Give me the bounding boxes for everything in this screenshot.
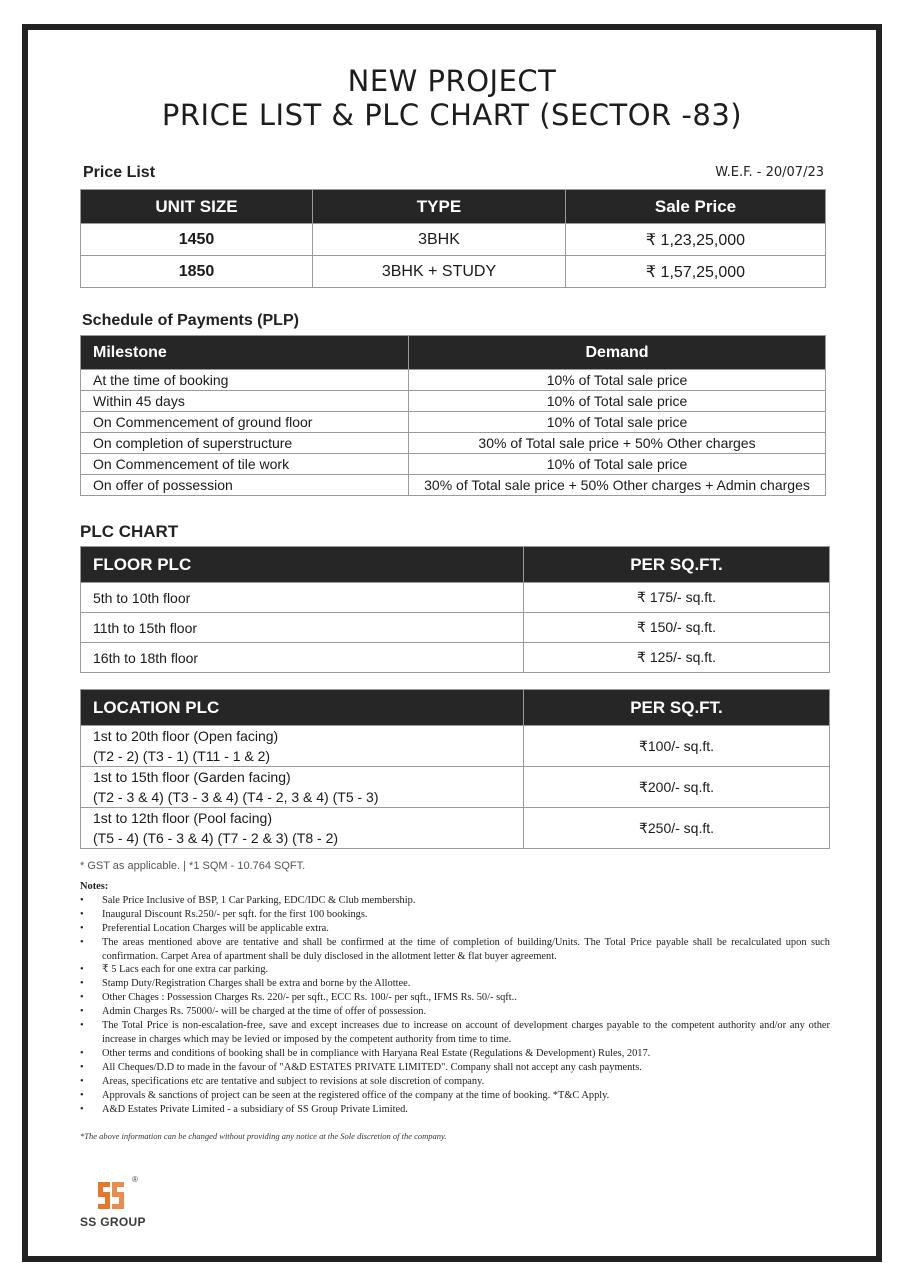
location-plc-table: [80, 689, 830, 849]
floor-price-cell: ₹ 125/- sq.ft.: [524, 643, 830, 673]
type-cell: 3BHK + STUDY: [313, 256, 566, 288]
title-line-2: PRICE LIST & PLC CHART (SECTOR -83): [161, 98, 743, 132]
notes-heading: Notes:: [80, 881, 109, 892]
table-row: [81, 433, 826, 454]
location-cell: [81, 767, 524, 808]
table-header-row: [81, 547, 830, 583]
floor-range-cell: 5th to 10th floor: [81, 583, 524, 613]
milestone-cell: On completion of superstructure: [81, 433, 409, 454]
note-item: • The areas mentioned above are tentative and shall be confirmed at the time of completion of building/Units. The Total Price payable shall be recalculated upon such confirmation. Carpet Area of apartment shall be duly disclosed in the allotment letter & flat buyer agreement.: [80, 936, 830, 964]
table-row: [81, 370, 826, 391]
table-row: [81, 454, 826, 475]
header-sale-price: Sale Price: [566, 190, 826, 224]
header-type: TYPE: [313, 190, 566, 224]
header-demand: Demand: [409, 336, 826, 370]
table-header-row: [81, 190, 826, 224]
location-cell: [81, 808, 524, 849]
header-floor-plc: FLOOR PLC: [81, 547, 524, 583]
location-price-cell: ₹200/- sq.ft.: [524, 767, 830, 808]
plc-chart-heading: PLC CHART: [80, 522, 179, 541]
wef-date: W.E.F. - 20/07/23: [715, 165, 824, 180]
table-row: [81, 583, 830, 613]
location-line-2: (T2 - 2) (T3 - 1) (T11 - 1 & 2): [93, 748, 271, 764]
note-item: • Admin Charges Rs. 75000/- will be charged at the time of offer of possession.: [80, 1005, 830, 1019]
demand-cell: 10% of Total sale price: [409, 412, 826, 433]
location-line-1: 1st to 15th floor (Garden facing): [93, 769, 291, 785]
notes-section: [80, 880, 830, 1116]
milestone-cell: On offer of possession: [81, 475, 409, 496]
notes-list: [80, 894, 830, 1117]
table-header-row: [81, 336, 826, 370]
ss-logo-icon: [94, 1179, 128, 1213]
header-unit-size: UNIT SIZE: [81, 190, 313, 224]
table-row: [81, 643, 830, 673]
header-milestone: Milestone: [81, 336, 409, 370]
note-item: • Preferential Location Charges will be applicable extra.: [80, 922, 830, 936]
demand-cell: 30% of Total sale price + 50% Other charges: [409, 433, 826, 454]
note-item: • Areas, specifications etc are tentative and subject to revisions at sole discretion of company.: [80, 1075, 830, 1089]
sale-price-cell: ₹ 1,57,25,000: [566, 256, 826, 288]
location-line-1: 1st to 20th floor (Open facing): [93, 728, 279, 744]
note-item: • All Cheques/D.D to made in the favour of "A&D ESTATES PRIVATE LIMITED". Company shall not accept any cash payments.: [80, 1061, 830, 1075]
location-line-2: (T2 - 3 & 4) (T3 - 3 & 4) (T4 - 2, 3 & 4) (T5 - 3): [93, 789, 379, 805]
note-item: • Other terms and conditions of booking shall be in compliance with Haryana Real Estate (Regulations & Development) Rules, 2017.: [80, 1047, 830, 1061]
floor-price-cell: ₹ 150/- sq.ft.: [524, 613, 830, 643]
floor-price-cell: ₹ 175/- sq.ft.: [524, 583, 830, 613]
type-cell: 3BHK: [313, 224, 566, 256]
demand-cell: 10% of Total sale price: [409, 454, 826, 475]
floor-range-cell: 16th to 18th floor: [81, 643, 524, 673]
location-price-cell: ₹250/- sq.ft.: [524, 808, 830, 849]
demand-cell: 10% of Total sale price: [409, 370, 826, 391]
demand-cell: 10% of Total sale price: [409, 391, 826, 412]
unit-size-cell: 1450: [81, 224, 313, 256]
table-row: [81, 767, 830, 808]
gst-note: * GST as applicable. | *1 SQM - 10.764 SQFT.: [80, 860, 306, 872]
schedule-heading: Schedule of Payments (PLP): [82, 312, 299, 329]
table-row: [81, 224, 826, 256]
note-item: • Other Chages : Possession Charges Rs. 220/- per sqft., ECC Rs. 100/- per sqft., IFMS Rs. 50/- sqft..: [80, 991, 830, 1005]
demand-cell: 30% of Total sale price + 50% Other charges + Admin charges: [409, 475, 826, 496]
header-location-plc: LOCATION PLC: [81, 690, 524, 726]
logo-registered-mark: ®: [132, 1175, 138, 1184]
note-item: • A&D Estates Private Limited - a subsidiary of SS Group Private Limited.: [80, 1103, 830, 1117]
table-row: [81, 475, 826, 496]
note-item: • ₹ 5 Lacs each for one extra car parking.: [80, 963, 830, 977]
header-per-sqft: PER SQ.FT.: [524, 547, 830, 583]
logo-s-left: [98, 1182, 110, 1209]
table-row: [81, 613, 830, 643]
table-header-row: [81, 690, 830, 726]
note-item: • Sale Price Inclusive of BSP, 1 Car Parking, EDC/IDC & Club membership.: [80, 894, 830, 908]
price-list-table: [80, 189, 826, 288]
header-per-sqft: PER SQ.FT.: [524, 690, 830, 726]
unit-size-cell: 1850: [81, 256, 313, 288]
sale-price-cell: ₹ 1,23,25,000: [566, 224, 826, 256]
milestone-cell: Within 45 days: [81, 391, 409, 412]
milestone-cell: On Commencement of tile work: [81, 454, 409, 475]
table-row: [81, 256, 826, 288]
price-list-heading: Price List: [83, 164, 156, 181]
milestone-cell: At the time of booking: [81, 370, 409, 391]
ss-group-logo: [80, 1175, 160, 1235]
title-line-1: NEW PROJECT: [347, 64, 557, 98]
table-row: [81, 391, 826, 412]
table-row: [81, 412, 826, 433]
schedule-table: [80, 335, 826, 496]
floor-plc-table: [80, 546, 830, 673]
location-line-2: (T5 - 4) (T6 - 3 & 4) (T7 - 2 & 3) (T8 - 2): [93, 830, 339, 846]
note-item: • The Total Price is non-escalation-free, save and except increases due to increase on account of development charges payable to the competent authority and/or any other increase in charges which may be levied or imposed by the competent authority from time to time.: [80, 1019, 830, 1047]
table-row: [81, 808, 830, 849]
table-row: [81, 726, 830, 767]
note-item: • Stamp Duty/Registration Charges shall be extra and borne by the Allottee.: [80, 977, 830, 991]
disclaimer: *The above information can be changed without providing any notice at the Sole discretion of the company.: [80, 1131, 447, 1141]
logo-s-right: [112, 1182, 124, 1209]
location-cell: [81, 726, 524, 767]
note-item: • Approvals & sanctions of project can be seen at the registered office of the company at the time of booking. *T&C Apply.: [80, 1089, 830, 1103]
location-line-1: 1st to 12th floor (Pool facing): [93, 810, 272, 826]
note-item: • Inaugural Discount Rs.250/- per sqft. for the first 100 bookings.: [80, 908, 830, 922]
floor-range-cell: 11th to 15th floor: [81, 613, 524, 643]
milestone-cell: On Commencement of ground floor: [81, 412, 409, 433]
location-price-cell: ₹100/- sq.ft.: [524, 726, 830, 767]
logo-text: SS GROUP: [80, 1215, 146, 1229]
